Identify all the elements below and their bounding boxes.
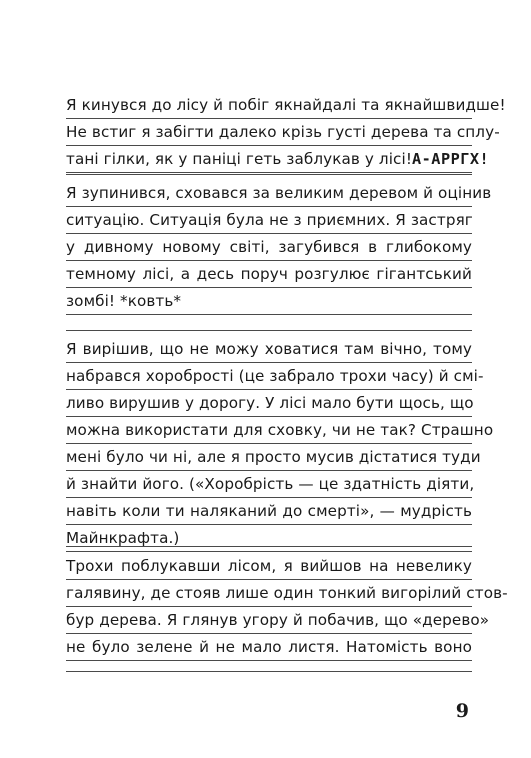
page-number: 9 — [455, 700, 469, 722]
text-line: навіть коли ти наляканий до смерті», — мудрість — [66, 498, 472, 525]
ruled-line — [66, 174, 472, 175]
text-line: Я вирішив, що не можу ховатися там вічно, тому — [66, 336, 472, 363]
text-line: Майнкрафта.) — [66, 525, 472, 552]
text-line: мені було чи ні, але я просто мусив дістатися туди — [66, 444, 472, 471]
text-line: Я зупинився, сховався за великим деревом й оцінив — [66, 180, 472, 207]
ruled-line — [66, 671, 472, 672]
text-line-body: тані гілки, як у паніці геть заблукав у лісі! — [66, 150, 413, 168]
text-line: й знайти його. («Хоробрість — це здатність діяти, — [66, 471, 472, 498]
ruled-line — [66, 546, 472, 547]
text-line: набрався хоробрості (це забрало трохи часу) й смі- — [66, 363, 472, 390]
text-line: ситуацію. Ситуація була не з приємних. Я застряг — [66, 207, 472, 234]
text-line: Не встиг я забігти далеко крізь густі дерева та сплу- — [66, 119, 472, 146]
text-line: можна використати для сховку, чи не так? Страшно — [66, 417, 472, 444]
text-line: ливо вирушив у дорогу. У лісі мало бути щось, що — [66, 390, 472, 417]
text-line: Я кинувся до лісу й побіг якнайдалі та якнайшвидше! — [66, 92, 472, 119]
ruled-line — [66, 330, 472, 331]
text-line: у дивному новому світі, загубився в глибокому — [66, 234, 472, 261]
text-line: бур дерева. Я глянув угору й побачив, що «дерево» — [66, 607, 472, 634]
text-line: не було зелене й не мало листя. Натомість воно — [66, 634, 472, 661]
text-line: Трохи поблукавши лісом, я вийшов на невелику — [66, 553, 472, 580]
shout-text: А-АРРГХ! — [412, 150, 490, 168]
text-line: галявину, де стояв лише один тонкий вигорілий стов- — [66, 580, 472, 607]
text-line — [66, 146, 490, 173]
text-line: зомбі! *ковть* — [66, 288, 472, 315]
text-line: темному лісі, а десь поруч розгулює гігантський — [66, 261, 472, 288]
